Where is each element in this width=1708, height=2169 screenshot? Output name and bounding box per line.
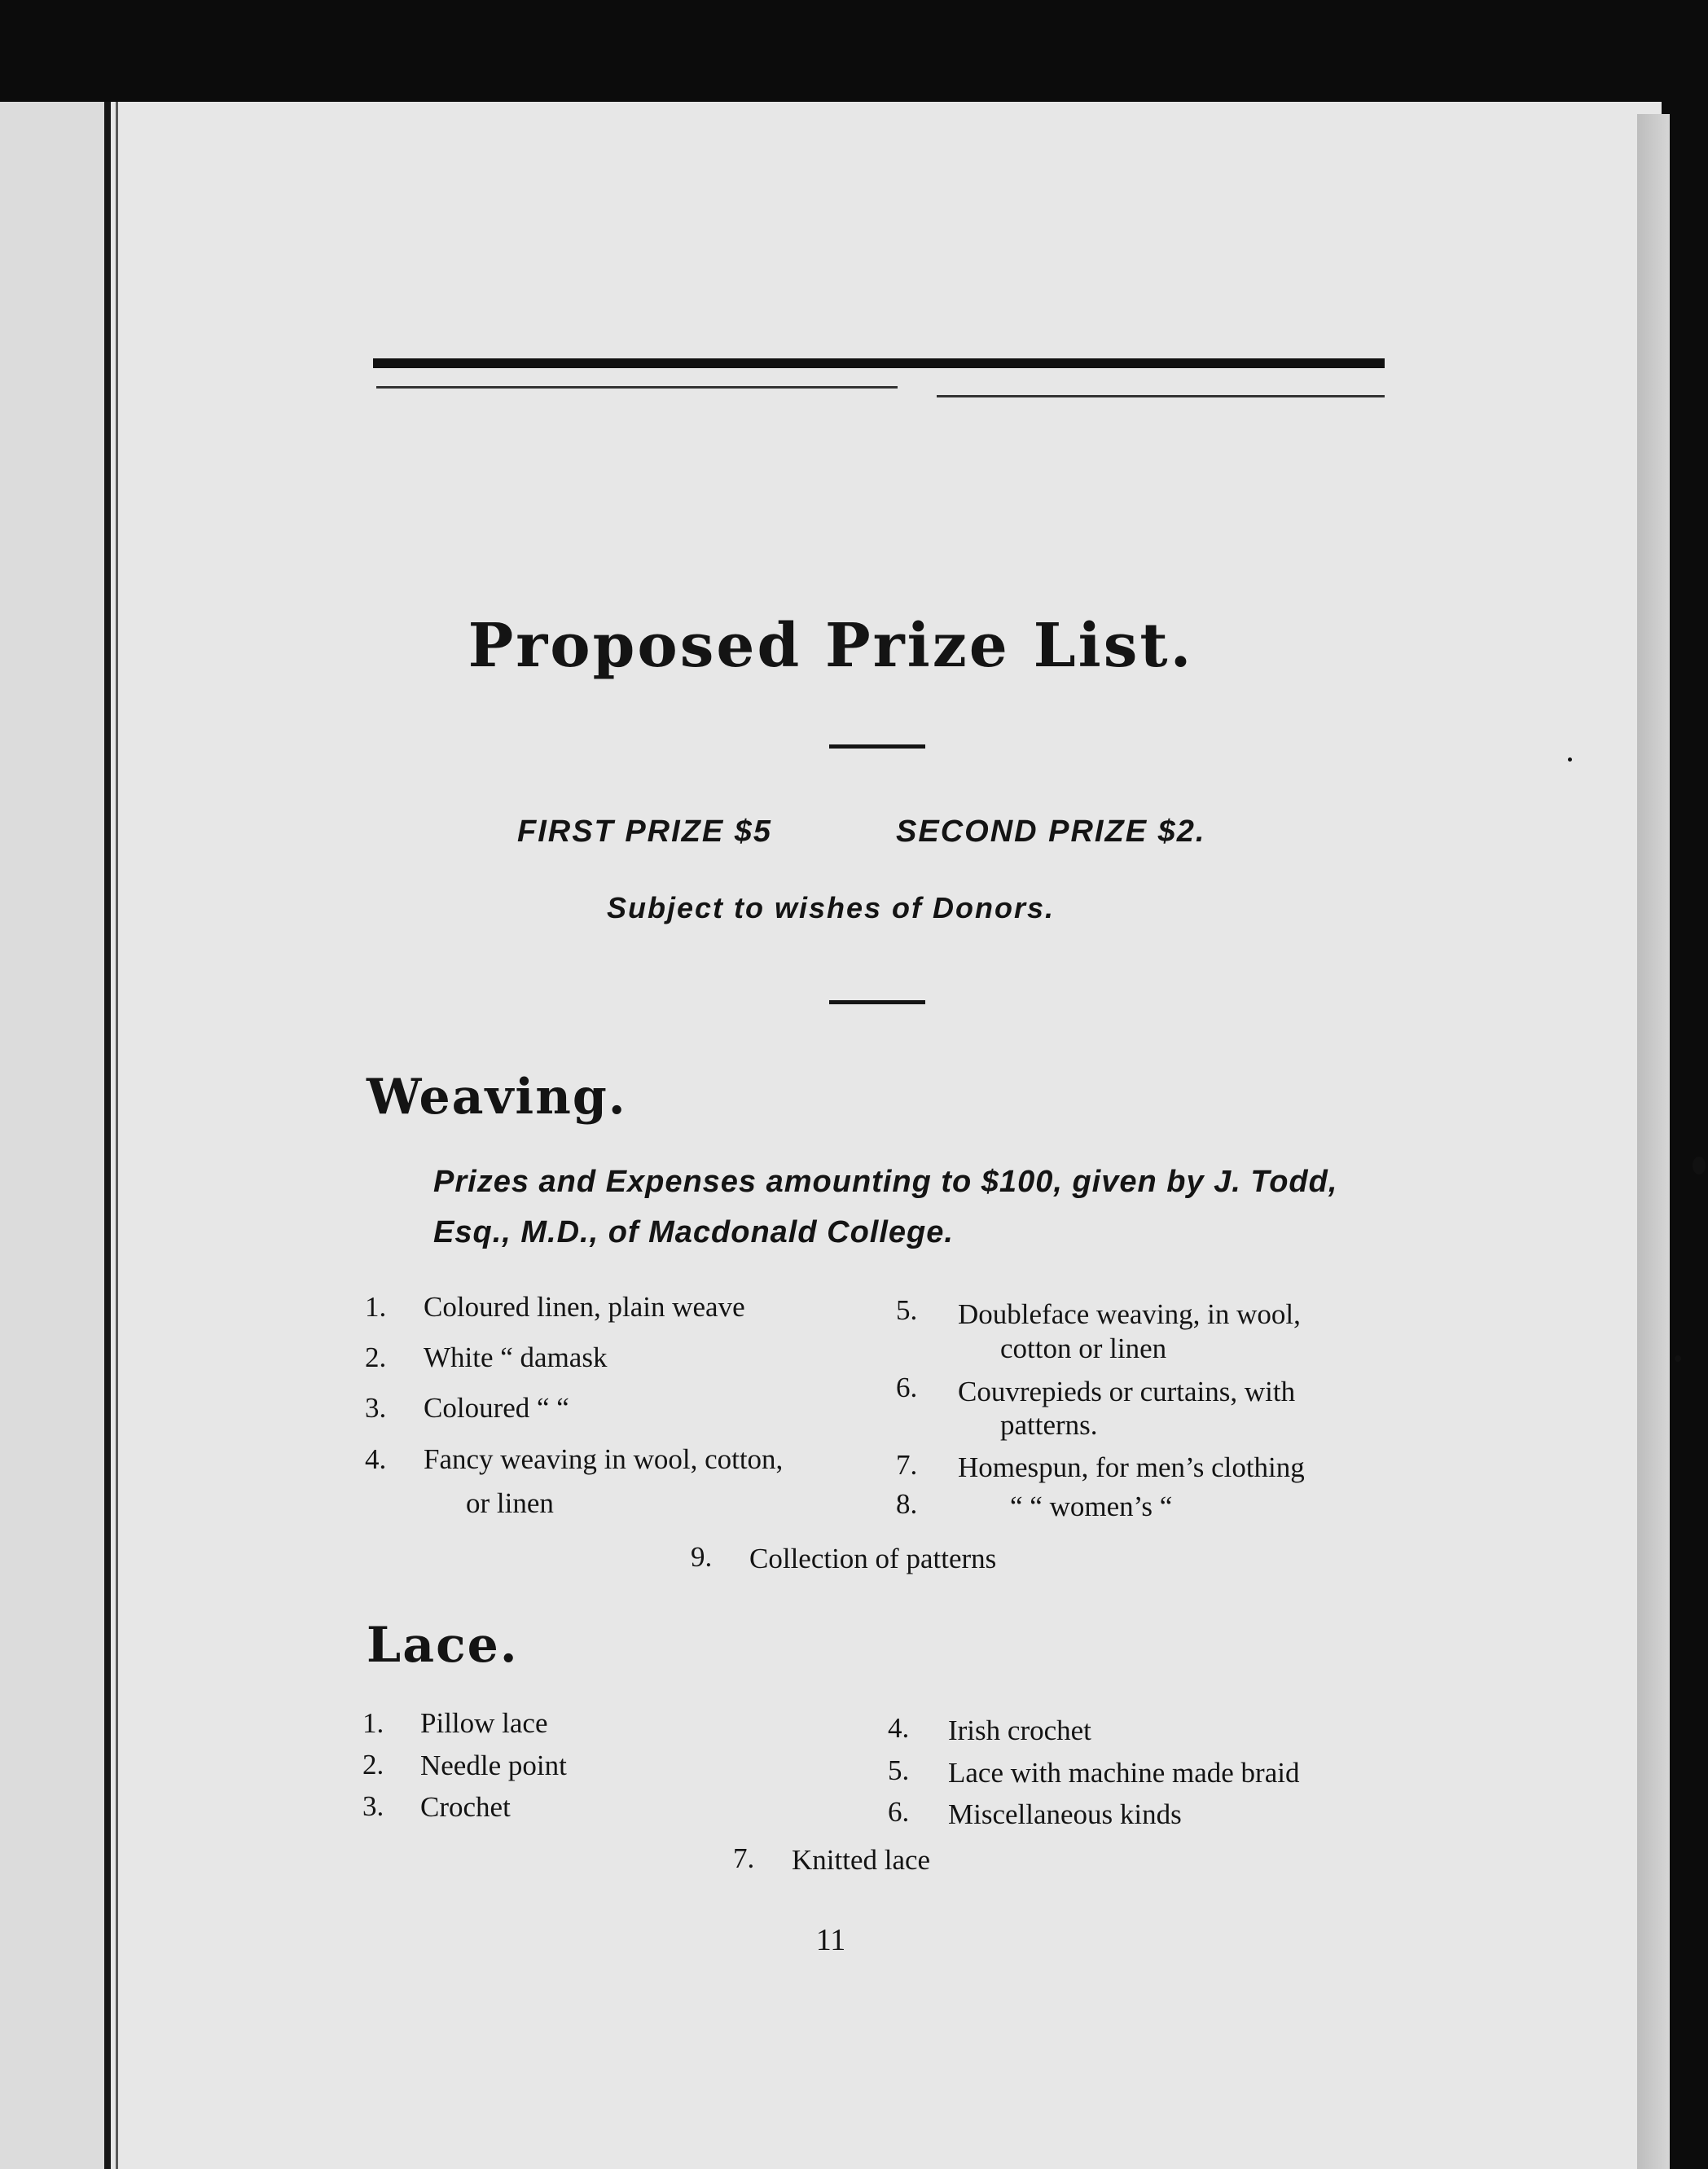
weaving-item-number: 8.: [896, 1488, 918, 1520]
lace-item-number: 7.: [733, 1842, 755, 1874]
weaving-item: Homespun, for men’s clothing: [958, 1451, 1305, 1483]
lace-heading: Lace.: [367, 1617, 519, 1674]
weaving-intro-line: Esq., M.D., of Macdonald College.: [433, 1215, 954, 1249]
header-rule-thin: [376, 386, 898, 389]
lace-item: Crochet: [420, 1791, 511, 1823]
weaving-item-number: 4.: [365, 1443, 387, 1475]
lace-item-number: 1.: [362, 1707, 384, 1739]
weaving-item: Coloured linen, plain weave: [424, 1291, 745, 1323]
header-rule-thick: [373, 358, 1385, 368]
lace-item: Miscellaneous kinds: [948, 1798, 1182, 1830]
header-rule-thin: [937, 395, 1385, 397]
weaving-item-number: 1.: [365, 1291, 387, 1323]
first-prize-label: FIRST PRIZE $5: [517, 814, 773, 849]
weaving-item-continuation: patterns.: [1000, 1409, 1098, 1441]
lace-item-number: 3.: [362, 1790, 384, 1822]
weaving-item-continuation: or linen: [466, 1487, 554, 1519]
weaving-intro: [433, 1157, 1394, 1258]
subject-line: Subject to wishes of Donors.: [606, 891, 1056, 924]
weaving-item: White “ damask: [424, 1341, 608, 1373]
weaving-heading: Weaving.: [367, 1069, 627, 1126]
weaving-item: “ “ women’s “: [1010, 1491, 1173, 1522]
scan-speck: [1675, 1355, 1681, 1362]
weaving-item-number: 3.: [365, 1392, 387, 1424]
second-prize-label: SECOND PRIZE $2.: [896, 814, 1206, 849]
section-divider: [829, 1000, 925, 1004]
binding-line: [104, 102, 111, 2169]
lace-item: Knitted lace: [792, 1844, 931, 1876]
weaving-item-number: 5.: [896, 1294, 918, 1326]
weaving-item: Couvrepieds or curtains, with: [958, 1376, 1296, 1407]
page-title: Proposed Prize List.: [468, 611, 1194, 681]
lace-item: Pillow lace: [420, 1707, 548, 1739]
binding-line-secondary: [116, 102, 118, 2169]
lace-item: Irish crochet: [948, 1715, 1091, 1746]
weaving-item-number: 9.: [691, 1541, 713, 1573]
lace-item: Needle point: [420, 1750, 567, 1781]
lace-item: Lace with machine made braid: [948, 1757, 1300, 1789]
lace-item-number: 6.: [888, 1796, 910, 1828]
weaving-item: Collection of patterns: [749, 1543, 997, 1574]
scan-speck: [1568, 757, 1572, 762]
lace-item-number: 5.: [888, 1754, 910, 1786]
weaving-item: Coloured “ “: [424, 1392, 569, 1424]
weaving-item-number: 6.: [896, 1372, 918, 1403]
weaving-item-number: 7.: [896, 1449, 918, 1481]
weaving-item-number: 2.: [365, 1341, 387, 1373]
weaving-intro-line: Prizes and Expenses amounting to $100, given by J. Todd,: [433, 1165, 1338, 1199]
weaving-item: Fancy weaving in wool, cotton,: [424, 1443, 784, 1475]
facing-page-edge: [0, 102, 104, 2169]
weaving-item: Doubleface weaving, in wool,: [958, 1298, 1301, 1330]
lace-item-number: 2.: [362, 1749, 384, 1780]
lace-item-number: 4.: [888, 1712, 910, 1744]
weaving-item-continuation: cotton or linen: [1000, 1333, 1167, 1364]
page-number: 11: [815, 1923, 846, 1957]
page-edge-shadow: [1637, 114, 1670, 2169]
scan-speck: [1693, 1157, 1706, 1175]
title-divider: [829, 744, 925, 749]
